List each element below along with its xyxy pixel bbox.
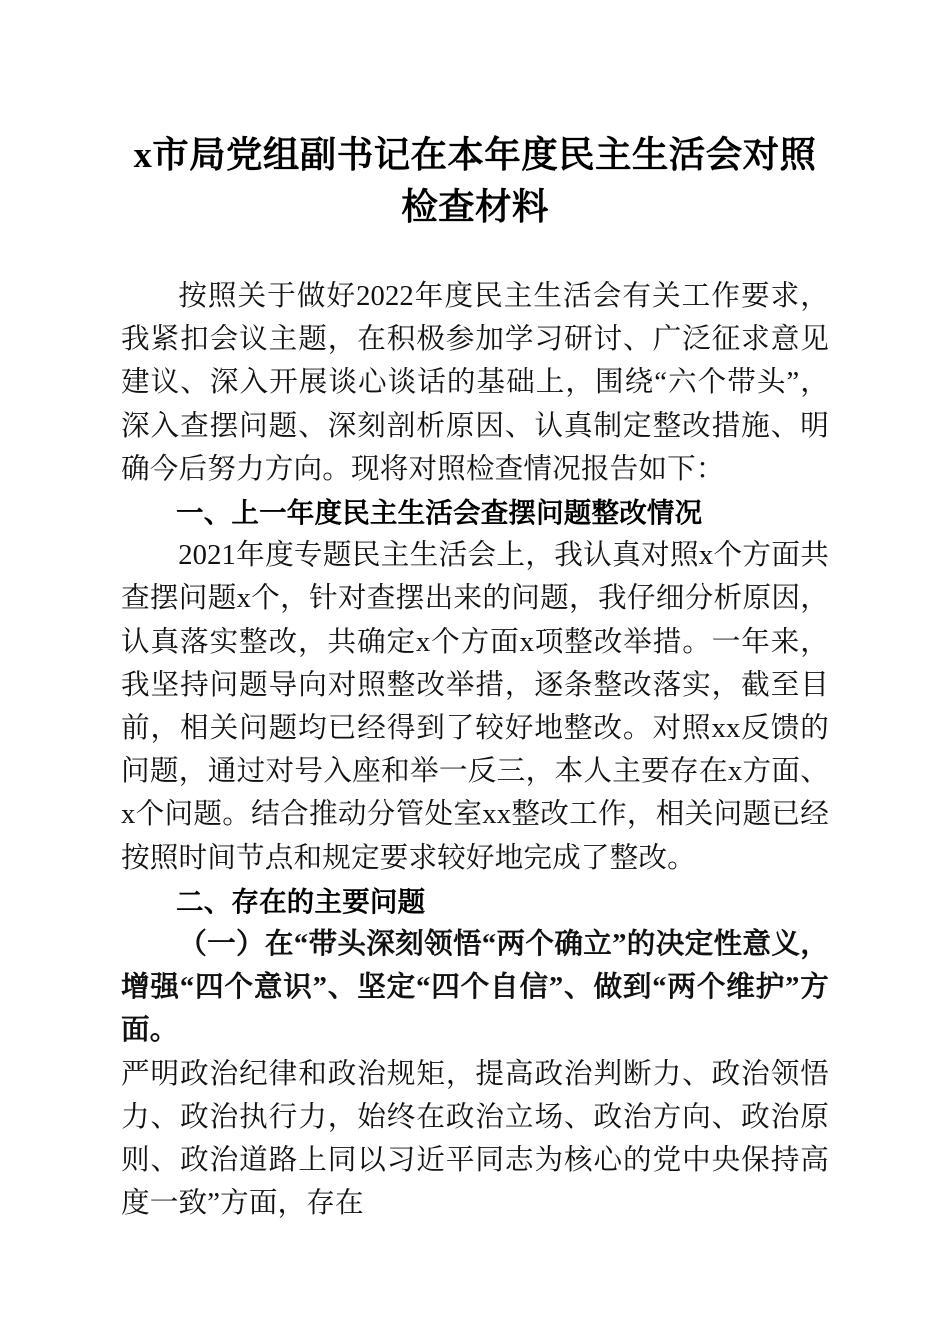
- section-heading-1: 一、上一年度民主生活会查摆问题整改情况: [176, 497, 703, 529]
- paragraph-section-1-body: 2021年度专题民主生活会上，我认真对照x个方面共查摆问题x个，针对查摆出来的问题，我仔细分析原因，认真落实整改，共确定x个方面x项整改举措。一年来，我坚持问题导向对照整改举措，逐条整改落实，截至目前，相关问题均已经得到了较好地整改。对照xx反馈的问题，通过对号入座和举一反三，本人主要存在x方面、x个问题。结合推动分管处室xx整改工作，相关问题已经按照时间节点和规定要求较好地完成了整改。: [121, 540, 829, 874]
- document-content: [121, 0, 829, 1225]
- section-heading-2: 二、存在的主要问题: [176, 885, 426, 917]
- page-title: x市局党组副书记在本年度民主生活会对照检查材料: [133, 134, 817, 227]
- paragraph-subsection-1-title: （一）在“带头深刻领悟“两个确立”的决定性意义，增强“四个意识”、坚定“四个自信”、做到“两个维护”方面。: [121, 929, 829, 1047]
- paragraph-subsection-1-body: 严明政治纪律和政治规矩，提高政治判断力、政治领悟力、政治执行力，始终在政治立场、政治方向、政治原则、政治道路上同以习近平同志为核心的党中央保持高度一致”方面，存在: [121, 1058, 829, 1220]
- paragraph-intro: 按照关于做好2022年度民主生活会有关工作要求，我紧扣会议主题，在积极参加学习研讨、广泛征求意见建议、深入开展谈心谈话的基础上，围绕“六个带头”，深入查摆问题、深刻剖析原因、认真制定整改措施、明确今后努力方向。现将对照检查情况报告如下：: [121, 281, 829, 485]
